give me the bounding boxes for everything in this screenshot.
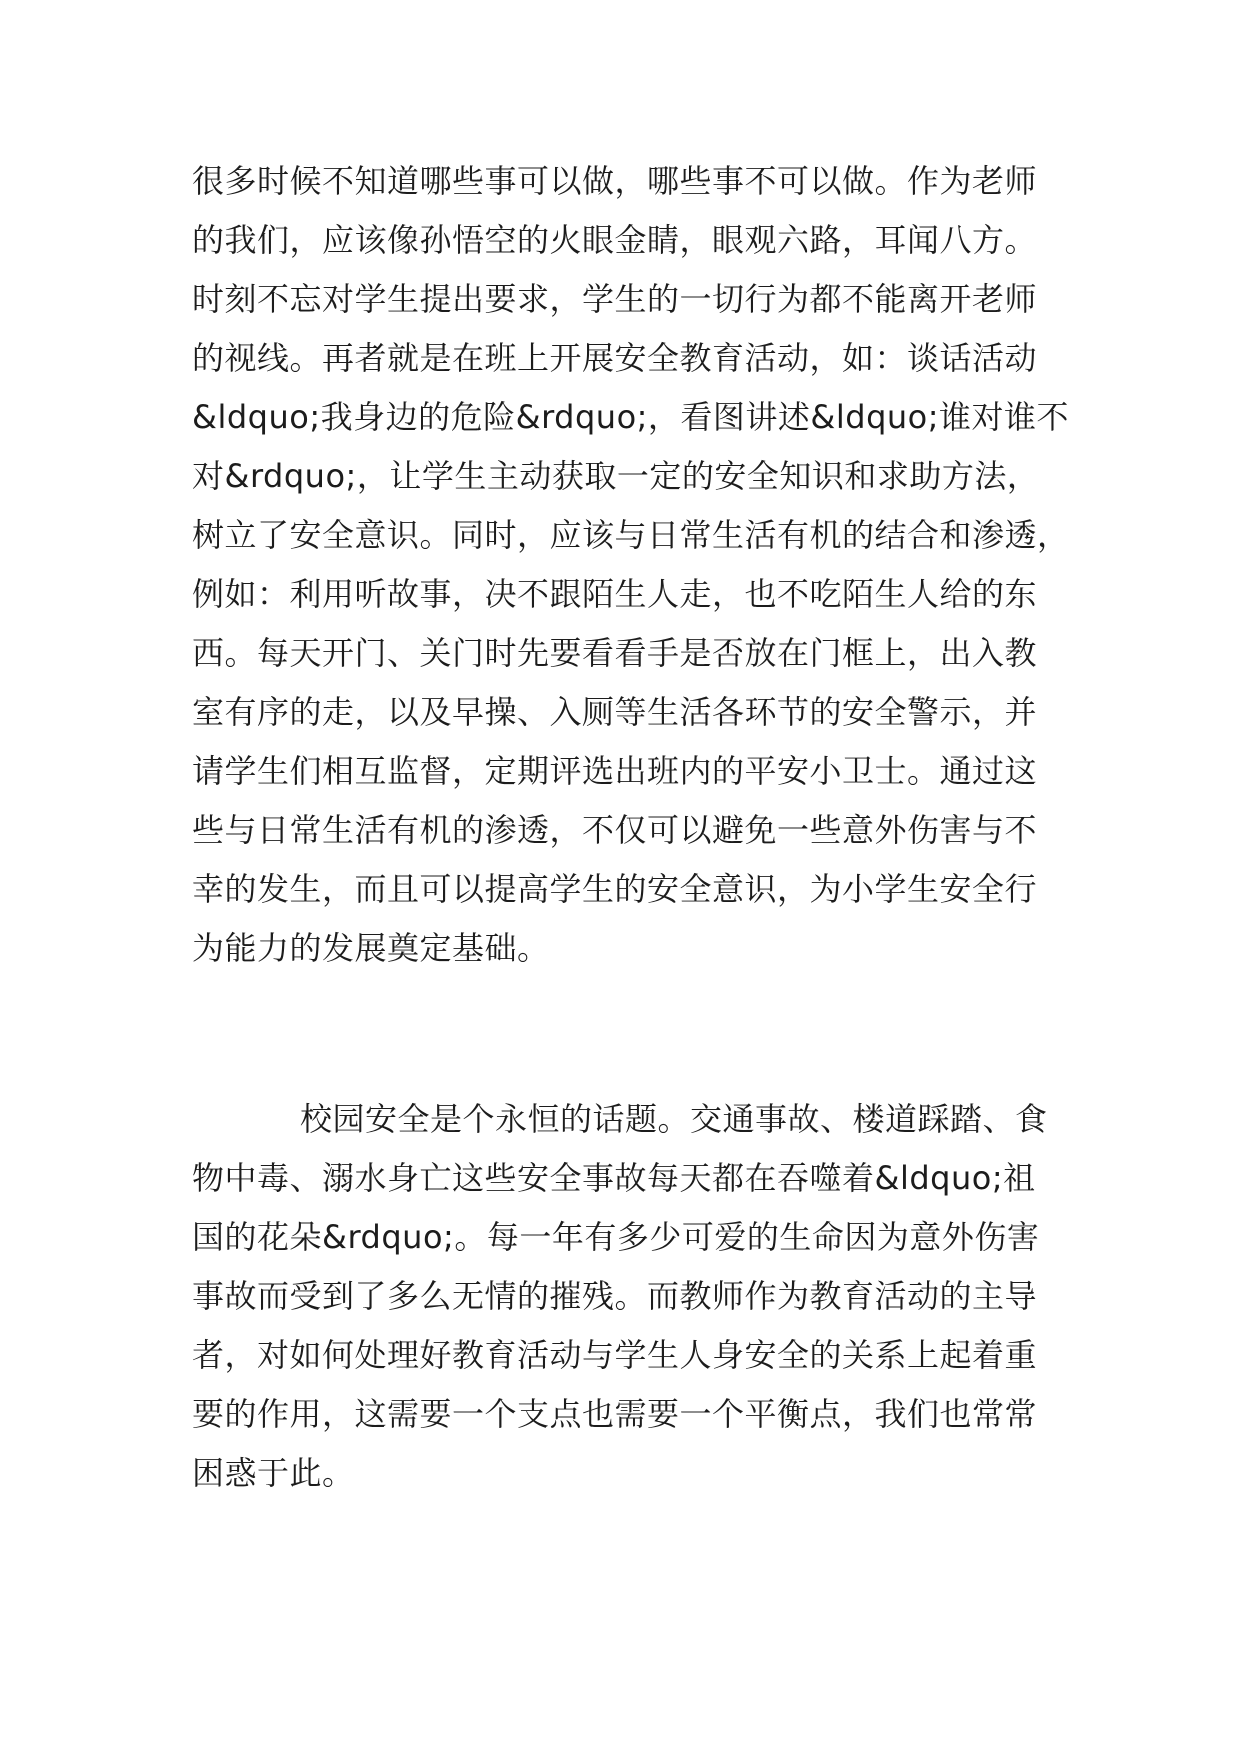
paragraph-2-line-5: 者，对如何处理好教育活动与学生人身安全的关系上起着重: [192, 1336, 1038, 1374]
paragraph-1-line-12: 些与日常生活有机的渗透，不仅可以避免一些意外伤害与不: [192, 811, 1038, 849]
paragraph-1-line-2: 的我们，应该像孙悟空的火眼金睛，眼观六路，耳闻八方。: [192, 221, 1038, 259]
paragraph-1-line-5: &ldquo;我身边的危险&rdquo;，看图讲述&ldquo;谁对谁不: [192, 398, 1070, 436]
paragraph-2-line-2: 物中毒、溺水身亡这些安全事故每天都在吞噬着&ldquo;祖: [192, 1159, 1036, 1197]
paragraph-1-line-9: 西。每天开门、关门时先要看看手是否放在门框上，出入教: [192, 634, 1038, 672]
paragraph-2: [192, 1090, 1092, 1503]
paragraph-1-line-6: 对&rdquo;，让学生主动获取一定的安全知识和求助方法，: [192, 457, 1040, 495]
paragraph-1-line-13: 幸的发生，而且可以提高学生的安全意识，为小学生安全行: [192, 870, 1038, 908]
paragraph-2-line-7: 困惑于此。: [192, 1454, 355, 1492]
paragraph-1: [192, 152, 1092, 978]
paragraph-1-line-1: 很多时候不知道哪些事可以做，哪些事不可以做。作为老师: [192, 162, 1038, 200]
paragraph-1-line-8: 例如：利用听故事，决不跟陌生人走，也不吃陌生人给的东: [192, 575, 1038, 613]
paragraph-1-line-11: 请学生们相互监督，定期评选出班内的平安小卫士。通过这: [192, 752, 1038, 790]
paragraph-1-line-3: 时刻不忘对学生提出要求，学生的一切行为都不能离开老师: [192, 280, 1038, 318]
paragraph-1-line-14: 为能力的发展奠定基础。: [192, 929, 550, 967]
paragraph-1-line-7: 树立了安全意识。同时，应该与日常生活有机的结合和渗透，: [192, 516, 1070, 554]
paragraph-2-line-3: 国的花朵&rdquo;。每一年有多少可爱的生命因为意外伤害: [192, 1218, 1040, 1256]
paragraph-2-line-1: 校园安全是个永恒的话题。交通事故、楼道踩踏、食: [300, 1100, 1048, 1138]
paragraph-1-line-10: 室有序的走，以及早操、入厕等生活各环节的安全警示，并: [192, 693, 1038, 731]
paragraph-1-line-4: 的视线。再者就是在班上开展安全教育活动，如：谈话活动: [192, 339, 1038, 377]
paragraph-2-line-4: 事故而受到了多么无情的摧残。而教师作为教育活动的主导: [192, 1277, 1038, 1315]
paragraph-2-line-6: 要的作用，这需要一个支点也需要一个平衡点，我们也常常: [192, 1395, 1038, 1433]
